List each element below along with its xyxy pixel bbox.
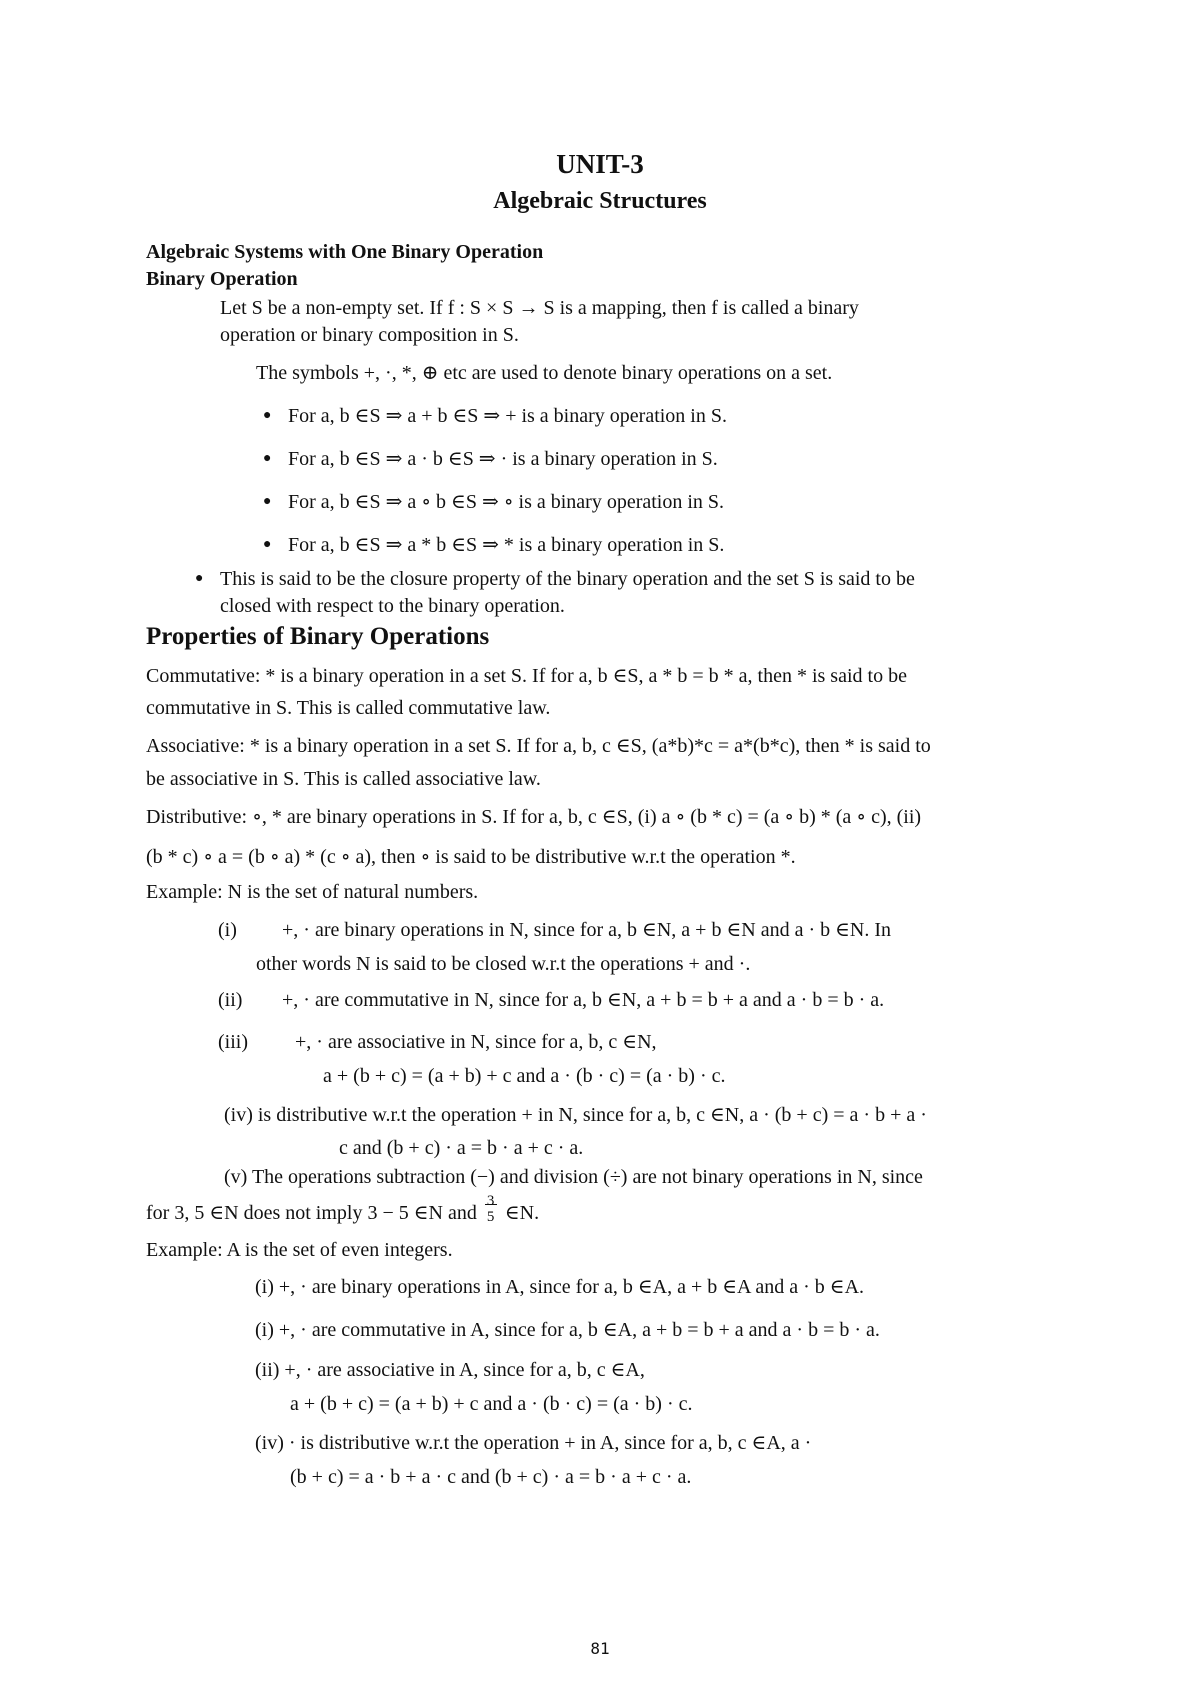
fraction-numerator: 3 [486,1193,495,1209]
example-1-item-iv-line-1: (iv) is distributive w.r.t the operation + in N, since for a, b, c ∈N, a · (b + c) = a · b + a · [224,1104,927,1126]
example-2-item-iv-line-2: (b + c) = a · b + a · c and (b + c) · a = b · a + c · a. [290,1466,692,1488]
bullet-icon: ● [263,451,272,466]
bullet-item: For a, b ∈S ⇒ a + b ∈S ⇒ + is a binary operation in S. [288,405,727,427]
closure-line-2: closed with respect to the binary operation. [220,595,565,617]
item-number: (ii) [218,989,243,1011]
bullet-item: For a, b ∈S ⇒ a * b ∈S ⇒ * is a binary operation in S. [288,534,725,556]
example-1-item-iii-line-2: a + (b + c) = (a + b) + c and a · (b · c) = (a · b) · c. [323,1065,726,1087]
example-1-item-v-line-2 [146,1193,540,1225]
definition-line-2: operation or binary composition in S. [220,324,519,346]
item-number: (iii) [218,1031,248,1053]
closure-line-1: This is said to be the closure property of the binary operation and the set S is said to be [220,568,915,590]
example-1-item-iii-line-1: +, · are associative in N, since for a, b, c ∈N, [295,1031,657,1053]
example-1-intro: Example: N is the set of natural numbers. [146,881,479,903]
properties-heading: Properties of Binary Operations [146,623,490,650]
bullet-icon: ● [195,571,204,586]
bullet-icon: ● [263,408,272,423]
example-1-item-ii: +, · are commutative in N, since for a, b ∈N, a + b = b + a and a · b = b · a. [282,989,885,1011]
example-2-intro: Example: A is the set of even integers. [146,1239,453,1261]
fraction-denominator: 5 [486,1209,495,1225]
example-1-item-i-line-1: +, · are binary operations in N, since for a, b ∈N, a + b ∈N and a · b ∈N. In [282,919,892,941]
line-text: for 3, 5 ∈N does not imply 3 − 5 ∈N and [146,1202,477,1224]
associative-line-1: Associative: * is a binary operation in a set S. If for a, b, c ∈S, (a*b)*c = a*(b*c), then * is said to [146,735,931,757]
bullet-item: For a, b ∈S ⇒ a · b ∈S ⇒ · is a binary operation in S. [288,448,718,470]
definition-line-1: Let S be a non-empty set. If f : S × S → S is a mapping, then f is called a binary [220,297,859,319]
section-heading-algebraic-systems: Algebraic Systems with One Binary Operation [146,241,544,263]
bullet-item: For a, b ∈S ⇒ a ∘ b ∈S ⇒ ∘ is a binary operation in S. [288,491,725,513]
commutative-line-2: commutative in S. This is called commutative law. [146,697,551,719]
bullet-icon: ● [263,494,272,509]
example-2-item-iii-line-2: a + (b + c) = (a + b) + c and a · (b · c) = (a · b) · c. [290,1393,693,1415]
symbols-line: The symbols +, ·, *, ⊕ etc are used to denote binary operations on a set. [256,362,833,384]
example-2-item-iii-line-1: (ii) +, · are associative in A, since for a, b, c ∈A, [255,1359,645,1381]
distributive-line-2: (b * c) ∘ a = (b ∘ a) * (c ∘ a), then ∘ is said to be distributive w.r.t the operation *. [146,846,796,868]
bullet-icon: ● [263,537,272,552]
chapter-subtitle: Algebraic Structures [493,188,707,214]
example-2-item-ii: (i) +, · are commutative in A, since for a, b ∈A, a + b = b + a and a · b = b · a. [255,1319,880,1341]
item-number: (i) [218,919,237,941]
associative-line-2: be associative in S. This is called associative law. [146,768,541,790]
distributive-line-1: Distributive: ∘, * are binary operations in S. If for a, b, c ∈S, (i) a ∘ (b * c) = (a ∘ b) * (a ∘ c), (ii) [146,806,922,828]
fraction [482,1193,500,1225]
unit-title: UNIT-3 [556,149,644,179]
commutative-line-1: Commutative: * is a binary operation in a set S. If for a, b ∈S, a * b = b * a, then * is said to be [146,665,907,687]
page-number: 81 [590,1639,610,1658]
section-heading-binary-operation: Binary Operation [146,268,298,290]
example-1-item-v-line-1: (v) The operations subtraction (−) and division (÷) are not binary operations in N, since [224,1166,923,1188]
line-text: ∈N. [504,1202,540,1224]
example-1-item-iv-line-2: c and (b + c) · a = b · a + c · a. [339,1137,584,1159]
example-1-item-i-line-2: other words N is said to be closed w.r.t the operations + and ·. [256,953,751,975]
example-2-item-i: (i) +, · are binary operations in A, since for a, b ∈A, a + b ∈A and a · b ∈A. [255,1276,865,1298]
example-2-item-iv-line-1: (iv) · is distributive w.r.t the operation + in A, since for a, b, c ∈A, a · [255,1432,812,1454]
